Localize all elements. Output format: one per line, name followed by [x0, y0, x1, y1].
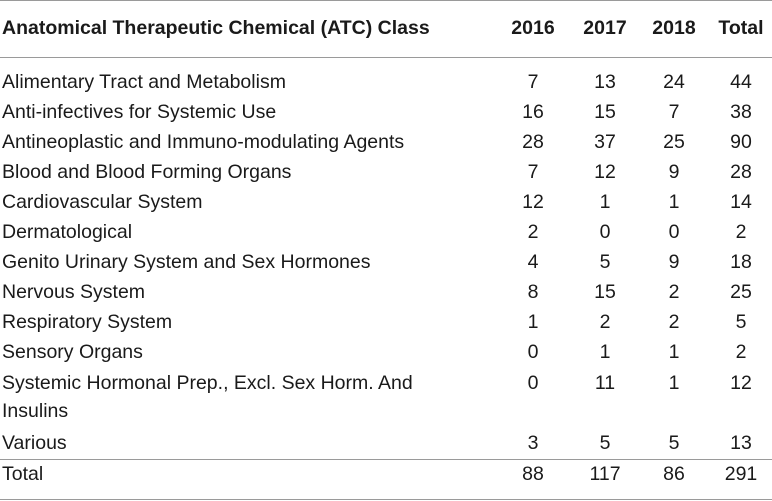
row-2017: 5 — [599, 432, 611, 454]
row-label: Blood and Blood Forming Organs — [2, 161, 292, 183]
header-rule — [0, 57, 772, 58]
header-2018: 2018 — [652, 17, 696, 39]
row-2018: 9 — [668, 161, 680, 183]
row-label: Cardiovascular System — [2, 191, 203, 213]
row-total: 90 — [730, 131, 752, 153]
row-total: 18 — [730, 251, 752, 273]
row-2016: 7 — [527, 71, 539, 93]
header-2016: 2016 — [511, 17, 555, 39]
row-label: Nervous System — [2, 281, 146, 303]
table-row — [0, 157, 772, 187]
row-label: Sensory Organs — [2, 341, 143, 363]
row-2017: 13 — [594, 71, 616, 93]
table-bottom-rule — [0, 499, 772, 500]
row-total: 25 — [730, 281, 752, 303]
row-2018: 1 — [668, 372, 680, 394]
row-total: 2 — [735, 341, 747, 363]
row-2016: 3 — [527, 432, 539, 454]
table-row — [0, 277, 772, 307]
row-2018: 24 — [663, 71, 685, 93]
row-2016: 2 — [527, 221, 539, 243]
row-2017: 0 — [599, 221, 611, 243]
table-header-row — [0, 0, 772, 39]
row-total: 13 — [730, 432, 752, 454]
total-label: Total — [2, 463, 44, 485]
row-total: 5 — [735, 311, 747, 333]
table-row — [0, 217, 772, 247]
row-total: 28 — [730, 161, 752, 183]
row-2018: 2 — [668, 281, 680, 303]
row-total: 12 — [730, 372, 752, 394]
table-row — [0, 368, 772, 426]
row-2017: 15 — [594, 281, 616, 303]
row-2018: 2 — [668, 311, 680, 333]
row-label: Genito Urinary System and Sex Hormones — [2, 251, 371, 273]
total-2016: 88 — [522, 463, 544, 485]
row-2016: 7 — [527, 161, 539, 183]
row-label: Dermatological — [2, 221, 133, 243]
row-label: Anti-infectives for Systemic Use — [2, 101, 277, 123]
row-label: Various — [2, 432, 67, 454]
total-2017: 117 — [589, 463, 621, 485]
row-2018: 7 — [668, 101, 680, 123]
row-2018: 1 — [668, 341, 680, 363]
row-label: Antineoplastic and Immuno-modulating Agents — [2, 131, 405, 153]
row-2016: 8 — [527, 281, 539, 303]
row-2016: 0 — [527, 341, 539, 363]
row-2016: 28 — [522, 131, 544, 153]
row-2017: 1 — [599, 191, 611, 213]
header-total: Total — [718, 17, 764, 39]
row-2017: 15 — [594, 101, 616, 123]
row-2017: 2 — [599, 311, 611, 333]
row-total: 38 — [730, 101, 752, 123]
row-label: Alimentary Tract and Metabolism — [2, 71, 286, 93]
row-total: 14 — [730, 191, 752, 213]
table-row — [0, 67, 772, 97]
table-row — [0, 97, 772, 127]
row-total: 44 — [730, 71, 752, 93]
row-total: 2 — [735, 221, 747, 243]
table-row — [0, 337, 772, 367]
table-row — [0, 247, 772, 277]
row-2018: 25 — [663, 131, 685, 153]
row-2016: 0 — [527, 372, 539, 394]
row-label: Respiratory System — [2, 311, 173, 333]
row-2018: 1 — [668, 191, 680, 213]
row-2018: 0 — [668, 221, 680, 243]
row-2018: 9 — [668, 251, 680, 273]
table-row — [0, 307, 772, 337]
total-2018: 86 — [663, 463, 685, 485]
row-label: Systemic Hormonal Prep., Excl. Sex Horm. And Insulins — [2, 372, 413, 422]
total-total: 291 — [724, 463, 758, 485]
row-2017: 37 — [594, 131, 616, 153]
row-2017: 5 — [599, 251, 611, 273]
table-total-row — [0, 459, 772, 489]
table-row — [0, 127, 772, 157]
header-class: Anatomical Therapeutic Chemical (ATC) Class — [2, 17, 430, 39]
row-2016: 16 — [522, 101, 544, 123]
row-2016: 12 — [522, 191, 544, 213]
row-2017: 1 — [599, 341, 611, 363]
table-row — [0, 187, 772, 217]
header-2017: 2017 — [583, 17, 627, 39]
row-2016: 1 — [527, 311, 539, 333]
row-2017: 11 — [594, 372, 616, 394]
row-2018: 5 — [668, 432, 680, 454]
row-2016: 4 — [527, 251, 539, 273]
row-2017: 12 — [594, 161, 616, 183]
table-row — [0, 428, 772, 458]
